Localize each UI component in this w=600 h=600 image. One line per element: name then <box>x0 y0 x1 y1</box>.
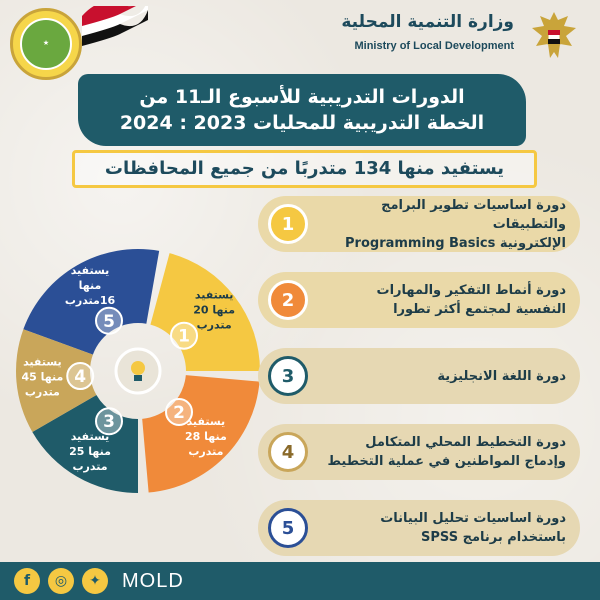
wheel-label-line: يستفيد <box>70 430 110 444</box>
lightbulb-icon <box>131 361 145 375</box>
wheel-label-line: منها 45 <box>21 370 64 384</box>
courses-wheel <box>8 238 268 504</box>
wheel-label-line: يستفيد <box>70 263 110 277</box>
wheel-number: 2 <box>173 403 185 424</box>
wheel-label-line: منها 25 <box>69 445 111 459</box>
course-title-line-1: دورة التخطيط المحلي المتكامل <box>365 435 566 450</box>
footer <box>0 562 600 600</box>
title-banner <box>78 74 526 146</box>
course-item-5 <box>258 500 580 556</box>
course-title-line-1: دورة اساسيات تطوير البرامج والتطبيقات <box>381 197 566 232</box>
wheel-label-line: منها <box>78 278 102 292</box>
wheel-label-line: متدرب <box>188 444 224 458</box>
wheel-number: 3 <box>103 412 115 433</box>
wheel-label-line: متدرب <box>72 460 108 474</box>
wheel-number: 4 <box>74 367 87 388</box>
wheel-number: 1 <box>178 326 190 347</box>
ministry-name-arabic: وزارة التنمية المحلية <box>341 12 514 32</box>
course-title <box>308 367 580 386</box>
wheel-label-line: 16متدرب <box>64 293 116 307</box>
egypt-eagle-emblem-icon <box>522 6 586 70</box>
wheel-label-line: متدرب <box>196 318 232 332</box>
wheel-label-line: يستفيد <box>194 288 234 302</box>
instagram-icon[interactable]: ◎ <box>48 568 74 594</box>
wheel-number: 5 <box>103 311 115 332</box>
wheel-label-line: منها 20 <box>193 303 236 317</box>
course-title <box>308 196 580 253</box>
course-title-line-2: وإدماج المواطنين في عملية التخطيط <box>327 454 566 469</box>
ministry-name-english: Ministry of Local Development <box>354 40 514 52</box>
local-development-logo <box>10 8 82 80</box>
course-title <box>308 509 580 547</box>
wheel-label-line: منها 28 <box>184 429 227 443</box>
course-title <box>308 433 580 471</box>
facebook-icon[interactable]: f <box>14 568 40 594</box>
course-number-badge: 2 <box>268 280 308 320</box>
course-title-line-2: الإلكترونية Programming Basics <box>345 235 566 251</box>
course-item-4 <box>258 424 580 480</box>
beneficiaries-subtitle: يستفيد منها 134 متدربًا من جميع المحافظات <box>72 150 537 188</box>
course-title-line-2: النفسية لمجتمع أكثر تطورا <box>393 302 566 317</box>
course-title-line-1: دورة اللغة الانجليزية <box>437 368 566 384</box>
twitter-icon[interactable]: ✦ <box>82 568 108 594</box>
course-title-line-1: دورة أنماط التفكير والمهارات <box>376 283 566 298</box>
course-number-badge: 5 <box>268 508 308 548</box>
course-title <box>308 281 580 319</box>
course-number-badge: 4 <box>268 432 308 472</box>
egypt-flag-icon <box>80 6 150 46</box>
course-title-line-1: دورة اساسيات تحليل البيانات <box>380 511 566 526</box>
course-number-badge: 1 <box>268 204 308 244</box>
wheel-label-line: يستفيد <box>186 414 226 428</box>
course-title-line-2: باستخدام برنامج SPSS <box>421 530 566 545</box>
course-number-badge: 3 <box>268 356 308 396</box>
course-item-1 <box>258 196 580 252</box>
logo-inner: ★ <box>20 18 72 70</box>
course-item-2 <box>258 272 580 328</box>
footer-brand: MOLD <box>122 569 184 592</box>
wheel-label-line: متدرب <box>24 385 60 399</box>
course-item-3 <box>258 348 580 404</box>
header <box>0 0 600 70</box>
lightbulb-base-icon <box>134 375 142 381</box>
title-line-2: الخطة التدريبية للمحليات 2023 : 2024 <box>119 112 485 134</box>
wheel-label-line: يستفيد <box>23 355 62 369</box>
title-line-1: الدورات التدريبية للأسبوع الـ11 من <box>139 86 465 108</box>
